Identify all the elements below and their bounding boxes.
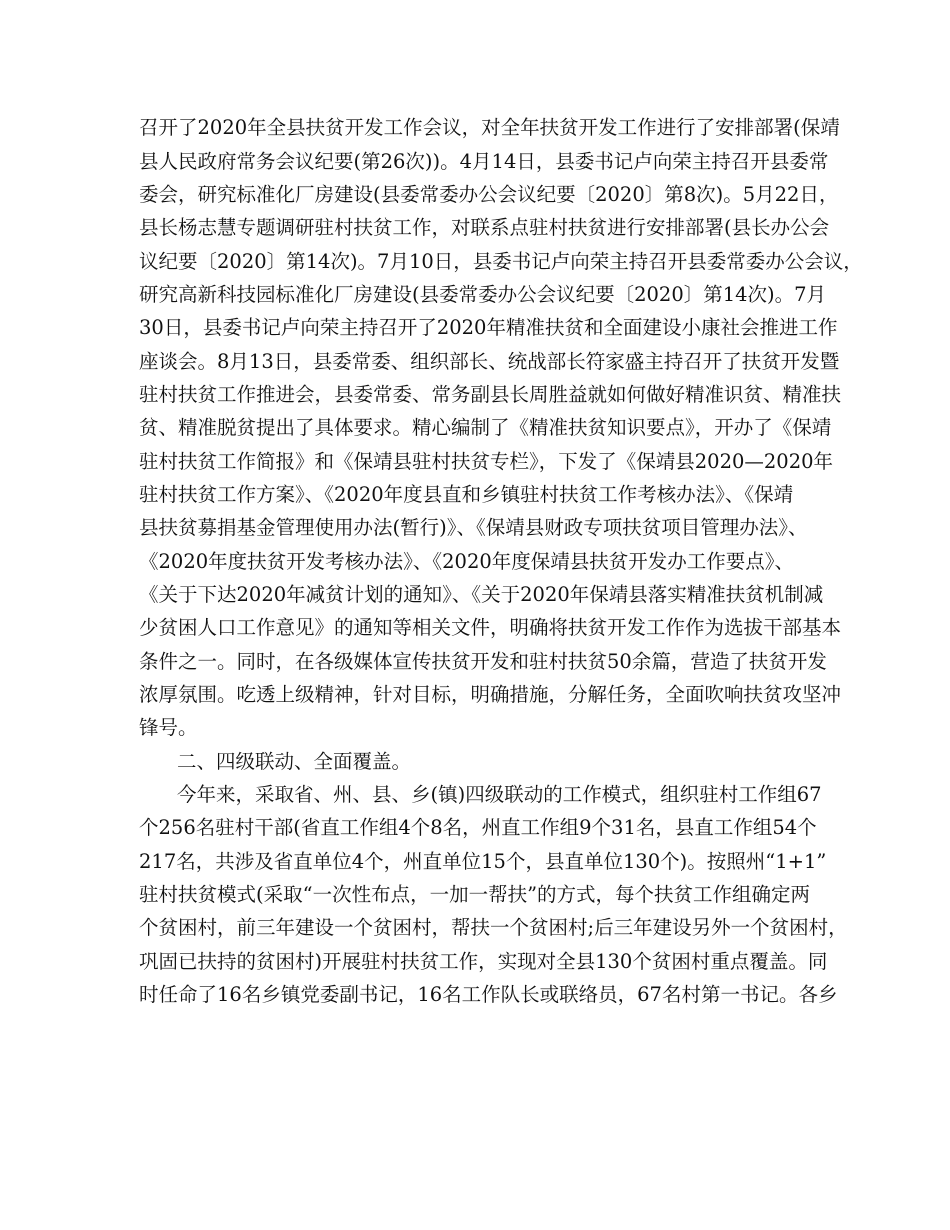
text-line: 驻村扶贫工作方案》、《2020年度县直和乡镇驻村扶贫工作考核办法》、《保靖 <box>139 483 794 506</box>
text-line: 锋号。 <box>139 716 198 739</box>
text-line: 30日，县委书记卢向荣主持召开了2020年精准扶贫和全面建设小康社会推进工作 <box>139 316 838 339</box>
text-line: 研究高新科技园标准化厂房建设(县委常委办公会议纪要〔2020〕第14次)。7月 <box>139 283 827 306</box>
text-line: 《2020年度扶贫开发考核办法》、《2020年度保靖县扶贫开发办工作要点》、 <box>139 550 795 573</box>
text-line: 个贫困村，前三年建设一个贫困村，帮扶一个贫困村;后三年建设另外一个贫困村， <box>139 916 848 939</box>
text-line: 今年来，采取省、州、县、乡(镇)四级联动的工作模式，组织驻村工作组67 <box>177 783 822 806</box>
text-line: 县人民政府常务会议纪要(第26次))。4月14日，县委书记卢向荣主持召开县委常 <box>139 150 829 173</box>
text-line: 召开了2020年全县扶贫开发工作会议，对全年扶贫开发工作进行了安排部署(保靖 <box>139 116 840 139</box>
text-line: 驻村扶贫模式(采取“一次性布点，一加一帮扶”的方式，每个扶贫工作组确定两 <box>139 883 811 906</box>
section-heading: 二、四级联动、全面覆盖。 <box>177 750 412 773</box>
text-line: 个256名驻村干部(省直工作组4个8名，州直工作组9个31名，县直工作组54个 <box>139 816 817 839</box>
text-line: 驻村扶贫工作推进会，县委常委、常务副县长周胜益就如何做好精准识贫、精准扶 <box>139 383 842 406</box>
text-line: 议纪要〔2020〕第14次)。7月10日，县委书记卢向荣主持召开县委常委办公会议， <box>139 250 863 273</box>
text-line: 县长杨志慧专题调研驻村扶贫工作，对联系点驻村扶贫进行安排部署(县长办公会 <box>139 216 830 239</box>
text-line: 少贫困人口工作意见》的通知等相关文件，明确将扶贫开发工作作为选拔干部基本 <box>139 616 842 639</box>
text-line: 巩固已扶持的贫困村)开展驻村扶贫工作，实现对全县130个贫困村重点覆盖。同 <box>139 950 828 973</box>
text-line: 驻村扶贫工作简报》和《保靖县驻村扶贫专栏》，下发了《保靖县2020—2020年 <box>139 450 834 473</box>
text-line: 浓厚氛围。吃透上级精神，针对目标，明确措施，分解任务，全面吹响扶贫攻坚冲 <box>139 683 842 706</box>
text-line: 委会，研究标准化厂房建设(县委常委办公会议纪要〔2020〕第8次)。5月22日， <box>139 183 839 206</box>
text-line: 贫、精准脱贫提出了具体要求。精心编制了《精准扶贫知识要点》，开办了《保靖 <box>139 416 832 439</box>
text-line: 条件之一。同时，在各级媒体宣传扶贫开发和驻村扶贫50余篇，营造了扶贫开发 <box>139 650 827 673</box>
text-line: 县扶贫募捐基金管理使用办法(暂行)》、《保靖县财政专项扶贫项目管理办法》、 <box>139 516 808 539</box>
text-line: 座谈会。8月13日，县委常委、组织部长、统战部长符家盛主持召开了扶贫开发暨 <box>139 350 840 373</box>
text-line: 217名，共涉及省直单位4个，州直单位15个，县直单位130个)。按照州“1+1” <box>139 850 827 873</box>
text-line: 时任命了16名乡镇党委副书记，16名工作队长或联络员，67名村第一书记。各乡 <box>139 983 838 1006</box>
text-line: 《关于下达2020年减贫计划的通知》、《关于2020年保靖县落实精准扶贫机制减 <box>139 583 824 606</box>
